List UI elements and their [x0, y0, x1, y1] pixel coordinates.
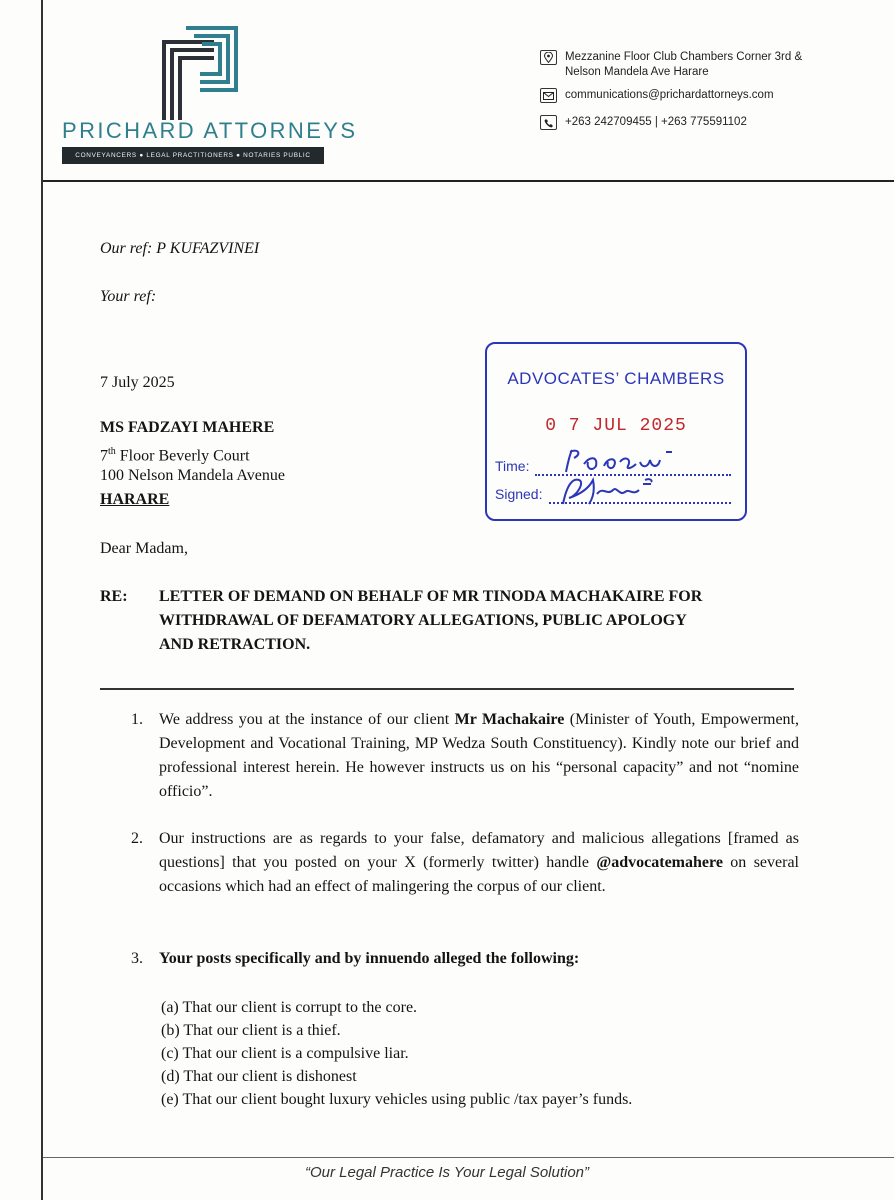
location-pin-icon — [540, 50, 557, 65]
stamp-date: 0 7 JUL 2025 — [545, 416, 687, 436]
mail-icon — [540, 88, 557, 103]
phone-numbers: +263 242709455 | +263 775591102 — [565, 116, 747, 128]
address-line-1: Mezzanine Floor Club Chambers Corner 3rd & — [565, 51, 803, 63]
allegation-c: (c) That our client is a compulsive liar. — [161, 1045, 409, 1062]
phone-icon — [540, 115, 557, 130]
floor-suffix: th — [108, 446, 116, 457]
signature-icon — [559, 474, 669, 510]
allegation-b: (b) That our client is a thief. — [161, 1022, 341, 1039]
paragraph-2-number: 2. — [131, 830, 143, 847]
floor-building: Floor Beverly Court — [115, 447, 250, 465]
your-reference: Your ref: — [100, 288, 157, 305]
footer-slogan: “Our Legal Practice Is Your Legal Solution” — [304, 1164, 590, 1181]
allegation-e: (e) That our client bought luxury vehicles using public /tax payer’s funds. — [161, 1091, 633, 1108]
footer-rule — [43, 1157, 894, 1158]
email-address: communications@prichardattorneys.com — [565, 89, 774, 101]
handwritten-time-icon — [562, 444, 702, 478]
re-subject-line-1: LETTER OF DEMAND ON BEHALF OF MR TINODA MACHAKAIRE FOR — [159, 588, 703, 605]
floor-number: 7 — [100, 447, 108, 465]
paragraph-3: Your posts specifically and by innuendo alleged the following: — [159, 950, 580, 967]
paragraph-1 — [159, 708, 799, 804]
header-rule — [43, 180, 894, 182]
paragraph-1-text-a: We address you at the instance of our client — [159, 711, 455, 728]
paragraph-1-number: 1. — [131, 711, 143, 728]
paragraph-2-text-b: on several occasions which had an effect of malingering the corpus of our client. — [159, 854, 800, 895]
recipient-address-line-2: 100 Nelson Mandela Avenue — [100, 467, 285, 484]
firm-tagline: CONVEYANCERS ● LEGAL PRACTITIONERS ● NOTARIES PUBLIC — [62, 147, 324, 164]
firm-name: PRICHARD ATTORNEYS — [62, 118, 358, 143]
allegation-a: (a) That our client is corrupt to the core. — [161, 999, 418, 1016]
re-subject-line-3: AND RETRACTION. — [159, 636, 311, 653]
stamp-time-label: Time: — [495, 458, 530, 474]
stamp-title: ADVOCATES’ CHAMBERS — [507, 369, 725, 388]
recipient-name: MS FADZAYI MAHERE — [100, 419, 275, 436]
paragraph-3-number: 3. — [131, 950, 143, 967]
re-subject-line-2: WITHDRAWAL OF DEFAMATORY ALLEGATIONS, PUBLIC APOLOGY — [159, 612, 687, 629]
salutation: Dear Madam, — [100, 540, 188, 557]
twitter-handle: @advocatemahere — [596, 854, 723, 871]
paragraph-2 — [159, 827, 799, 899]
paragraph-1-text-b: (Minister of Youth, Empowerment, Development and Vocational Training, MP Wedza South Constituency). Kindly note our brief and professional interest herein. He however instructs us on his “personal capacity” and not “nomine officio”. — [159, 711, 799, 800]
stamp-signed-label: Signed: — [495, 486, 543, 502]
letter-date: 7 July 2025 — [100, 374, 175, 391]
our-reference: Our ref: P KUFAZVINEI — [100, 240, 260, 257]
address-line-2: Nelson Mandela Ave Harare — [565, 66, 709, 78]
recipient-city: HARARE — [100, 491, 170, 508]
subject-rule — [100, 688, 794, 690]
received-stamp — [485, 342, 747, 521]
re-label: RE: — [100, 588, 128, 605]
paragraph-2-text-a: Our instructions are as regards to your false, defamatory and malicious allegations [framed as questions] that you posted on your X (formerly twitter) handle — [159, 830, 799, 871]
client-name: Mr Machakaire — [454, 711, 565, 728]
firm-logo-icon — [160, 20, 240, 128]
allegation-d: (d) That our client is dishonest — [161, 1068, 357, 1085]
re-subject — [159, 585, 799, 657]
